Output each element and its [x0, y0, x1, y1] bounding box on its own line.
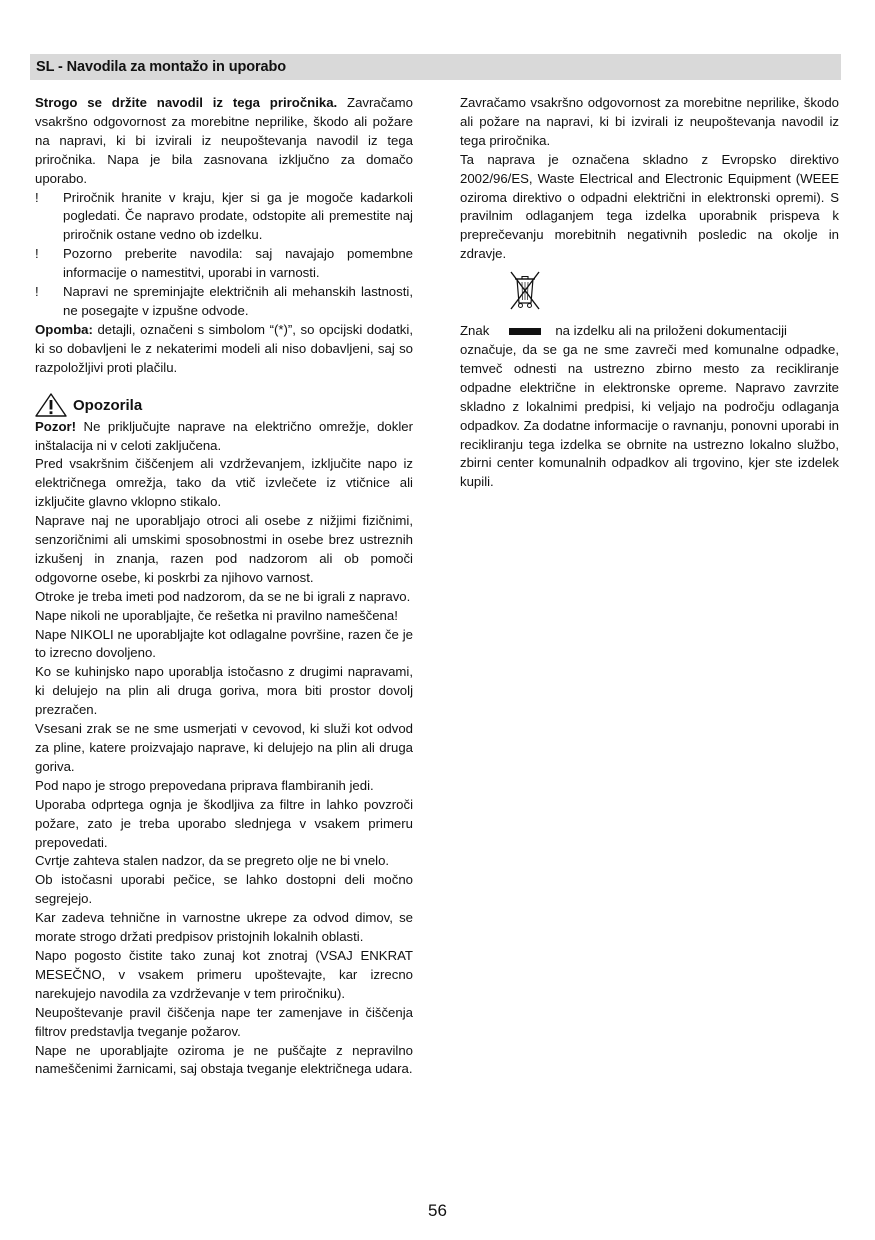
warnings-title: Opozorila	[73, 397, 143, 415]
section-title: SL - Navodila za montažo in uporabo	[36, 59, 287, 75]
bullet-text: Pozorno preberite navodila: saj navajajo pomembne informacije o namestitvi, uporabi in varnosti.	[63, 246, 413, 281]
bullet-text: Napravi ne spreminjajte električnih ali mehanskih lastnosti, ne posegajte v izpušne odvode.	[63, 284, 413, 318]
intro-bold: Strogo se držite navodil iz tega priročnika.	[35, 95, 338, 110]
disposal-paragraph: označuje, da se ga ne sme zavreči med komunalne odpadke, temveč odnesti na ustrezno zbirno mesto za recikliranje odpadne električne in elektronske opreme. Napravo zavrzite skladno z lokalnimi predpisi, ki veljajo na področju odlaganja odpadkov. Za dodatne informacije o ravnanju, ponovni uporabi in recikliranju tega izdelka se obrnite na ustrezno lokalno službo, zbirni center komunalnih odpadkov ali trgovino, kjer ste izdelek kupili.	[460, 341, 839, 490]
warning-item: Ob istočasni uporabi pečice, se lahko dostopni deli močno segrejejo.	[35, 872, 413, 907]
weee-paragraph: Ta naprava je označena skladno z Evropsko direktivo 2002/96/ES, Waste Electrical and Electronic Equipment (WEEE oziroma direktivo o odpadni električni in elektronski opremi). S pravilnim odlaganjem tega izdelka uporabnik prispeva k preprečevanju morebitnih negativnih posledic na okolje in zdravje.	[460, 151, 839, 262]
warning-text: Ne priključujte naprave na električno omrežje, dokler inštalacija ni v celoti zaključena.	[35, 418, 413, 453]
warnings-heading	[35, 392, 413, 418]
crossed-bin-icon	[508, 271, 542, 311]
bullet-item	[35, 245, 413, 283]
warning-item: Vsesani zrak se ne sme usmerjati v cevovod, ki služi kot odvod za pline, katere proizvajajo naprave, ki delujejo na plin ali druga goriva.	[35, 721, 413, 774]
warning-item: Nape NIKOLI ne uporabljajte kot odlagalne površine, razen če je to izrecno dovoljeno.	[35, 626, 413, 661]
page-number: 56	[428, 1201, 447, 1220]
warning-item: Nape ne uporabljajte oziroma je ne puščajte z nepravilno nameščenimi žarnicami, saj obstaja tveganje električnega udara.	[35, 1042, 413, 1077]
note-label: Opomba:	[35, 321, 93, 337]
bullet-text: Priročnik hranite v kraju, kjer si ga je mogoče kadarkoli pogledati. Če napravo prodate, odstopite ali premestite naj priročnik ostane vedno ob izdelku.	[63, 189, 413, 243]
intro-text: Zavračamo vsakršno odgovornost za morebitne neprilike, škodo ali požare na napravi, ki bi izvirali iz neupoštevanja navodil iz tega priročnika. Napa je bila zasnovana izključno za domačo uporabo.	[35, 95, 413, 186]
warning-item: Pred vsakršnim čiščenjem ali vzdrževanjem, izključite napo iz električnega omrežja, tako da vtič izvlečete iz vtičnice ali izključite glavno vklopno stikalo.	[35, 456, 413, 510]
intro-paragraph	[35, 94, 413, 189]
note-paragraph	[35, 321, 413, 378]
warning-item: Ko se kuhinjsko napo uporablja istočasno z drugimi napravami, ki delujejo na plin ali druga goriva, mora biti prostor dovolj prezračen.	[35, 664, 413, 718]
symbol-lead: Znak	[460, 323, 490, 339]
bullet-item	[35, 283, 413, 321]
warning-item: Pod napo je strogo prepovedana priprava flambiranih jedi.	[35, 777, 374, 793]
bullet-item	[35, 189, 413, 246]
warning-item: Nape nikoli ne uporabljajte, če rešetka ni pravilno nameščena!	[35, 607, 398, 623]
black-bar-symbol-icon	[509, 328, 541, 335]
exclamation-mark: !	[35, 246, 39, 262]
section-header	[30, 54, 841, 80]
exclamation-mark: !	[35, 284, 39, 300]
symbol-line-rest: na izdelku ali na priloženi dokumentaciji	[555, 323, 787, 339]
warning-item: Otroke je treba imeti pod nadzorom, da se ne bi igrali z napravo.	[35, 588, 411, 604]
note-text: detajli, označeni s simbolom “(*)”, so opcijski dodatki, ki so dobavljeni le z nekaterimi modeli ali niso dobavljeni, saj so razpoložljivi proti plačilu.	[35, 321, 413, 375]
warning-item: Naprave naj ne uporabljajo otroci ali osebe z nižjimi fizičnimi, senzoričnimi ali umskimi sposobnostmi in osebe brez ustreznih izkušenj in znanja, razen pod nadzorom ali ob pomoči odgovorne osebe, ki poskrbi za njihovo varnost.	[35, 513, 413, 585]
warning-item: Uporaba odprtega ognja je škodljiva za filtre in lahko povzroči požare, zato je treba uporabo slednjega v vsakem primeru prepovedati.	[35, 796, 413, 850]
warning-item: Napo pogosto čistite tako zunaj kot znotraj (VSAJ ENKRAT MESEČNO, v vsakem primeru upoštevajte, kar izrecno narekujejo navodila za vzdrževanje v tem priročniku).	[35, 947, 413, 1001]
warning-item: Cvrtje zahteva stalen nadzor, da se pregreto olje ne bi vnelo.	[35, 853, 390, 869]
symbol-line	[460, 322, 839, 341]
warning-bold: Pozor!	[35, 418, 77, 434]
left-column	[35, 94, 413, 1079]
disclaimer-paragraph: Zavračamo vsakršno odgovornost za morebitne neprilike, škodo ali požare na napravi, ki bi izvirali iz neupoštevanja navodil iz tega priročnika.	[460, 95, 839, 148]
right-column	[460, 94, 839, 492]
warning-item: Neupoštevanje pravil čiščenja nape ter zamenjave in čiščenja filtrov predstavlja tveganje požarov.	[35, 1004, 413, 1039]
exclamation-mark: !	[35, 189, 39, 205]
warning-item	[35, 418, 413, 456]
warning-triangle-icon	[35, 393, 67, 417]
warning-item: Kar zadeva tehnične in varnostne ukrepe za odvod dimov, se morate strogo držati predpisov pristojnih lokalnih oblasti.	[35, 910, 413, 945]
